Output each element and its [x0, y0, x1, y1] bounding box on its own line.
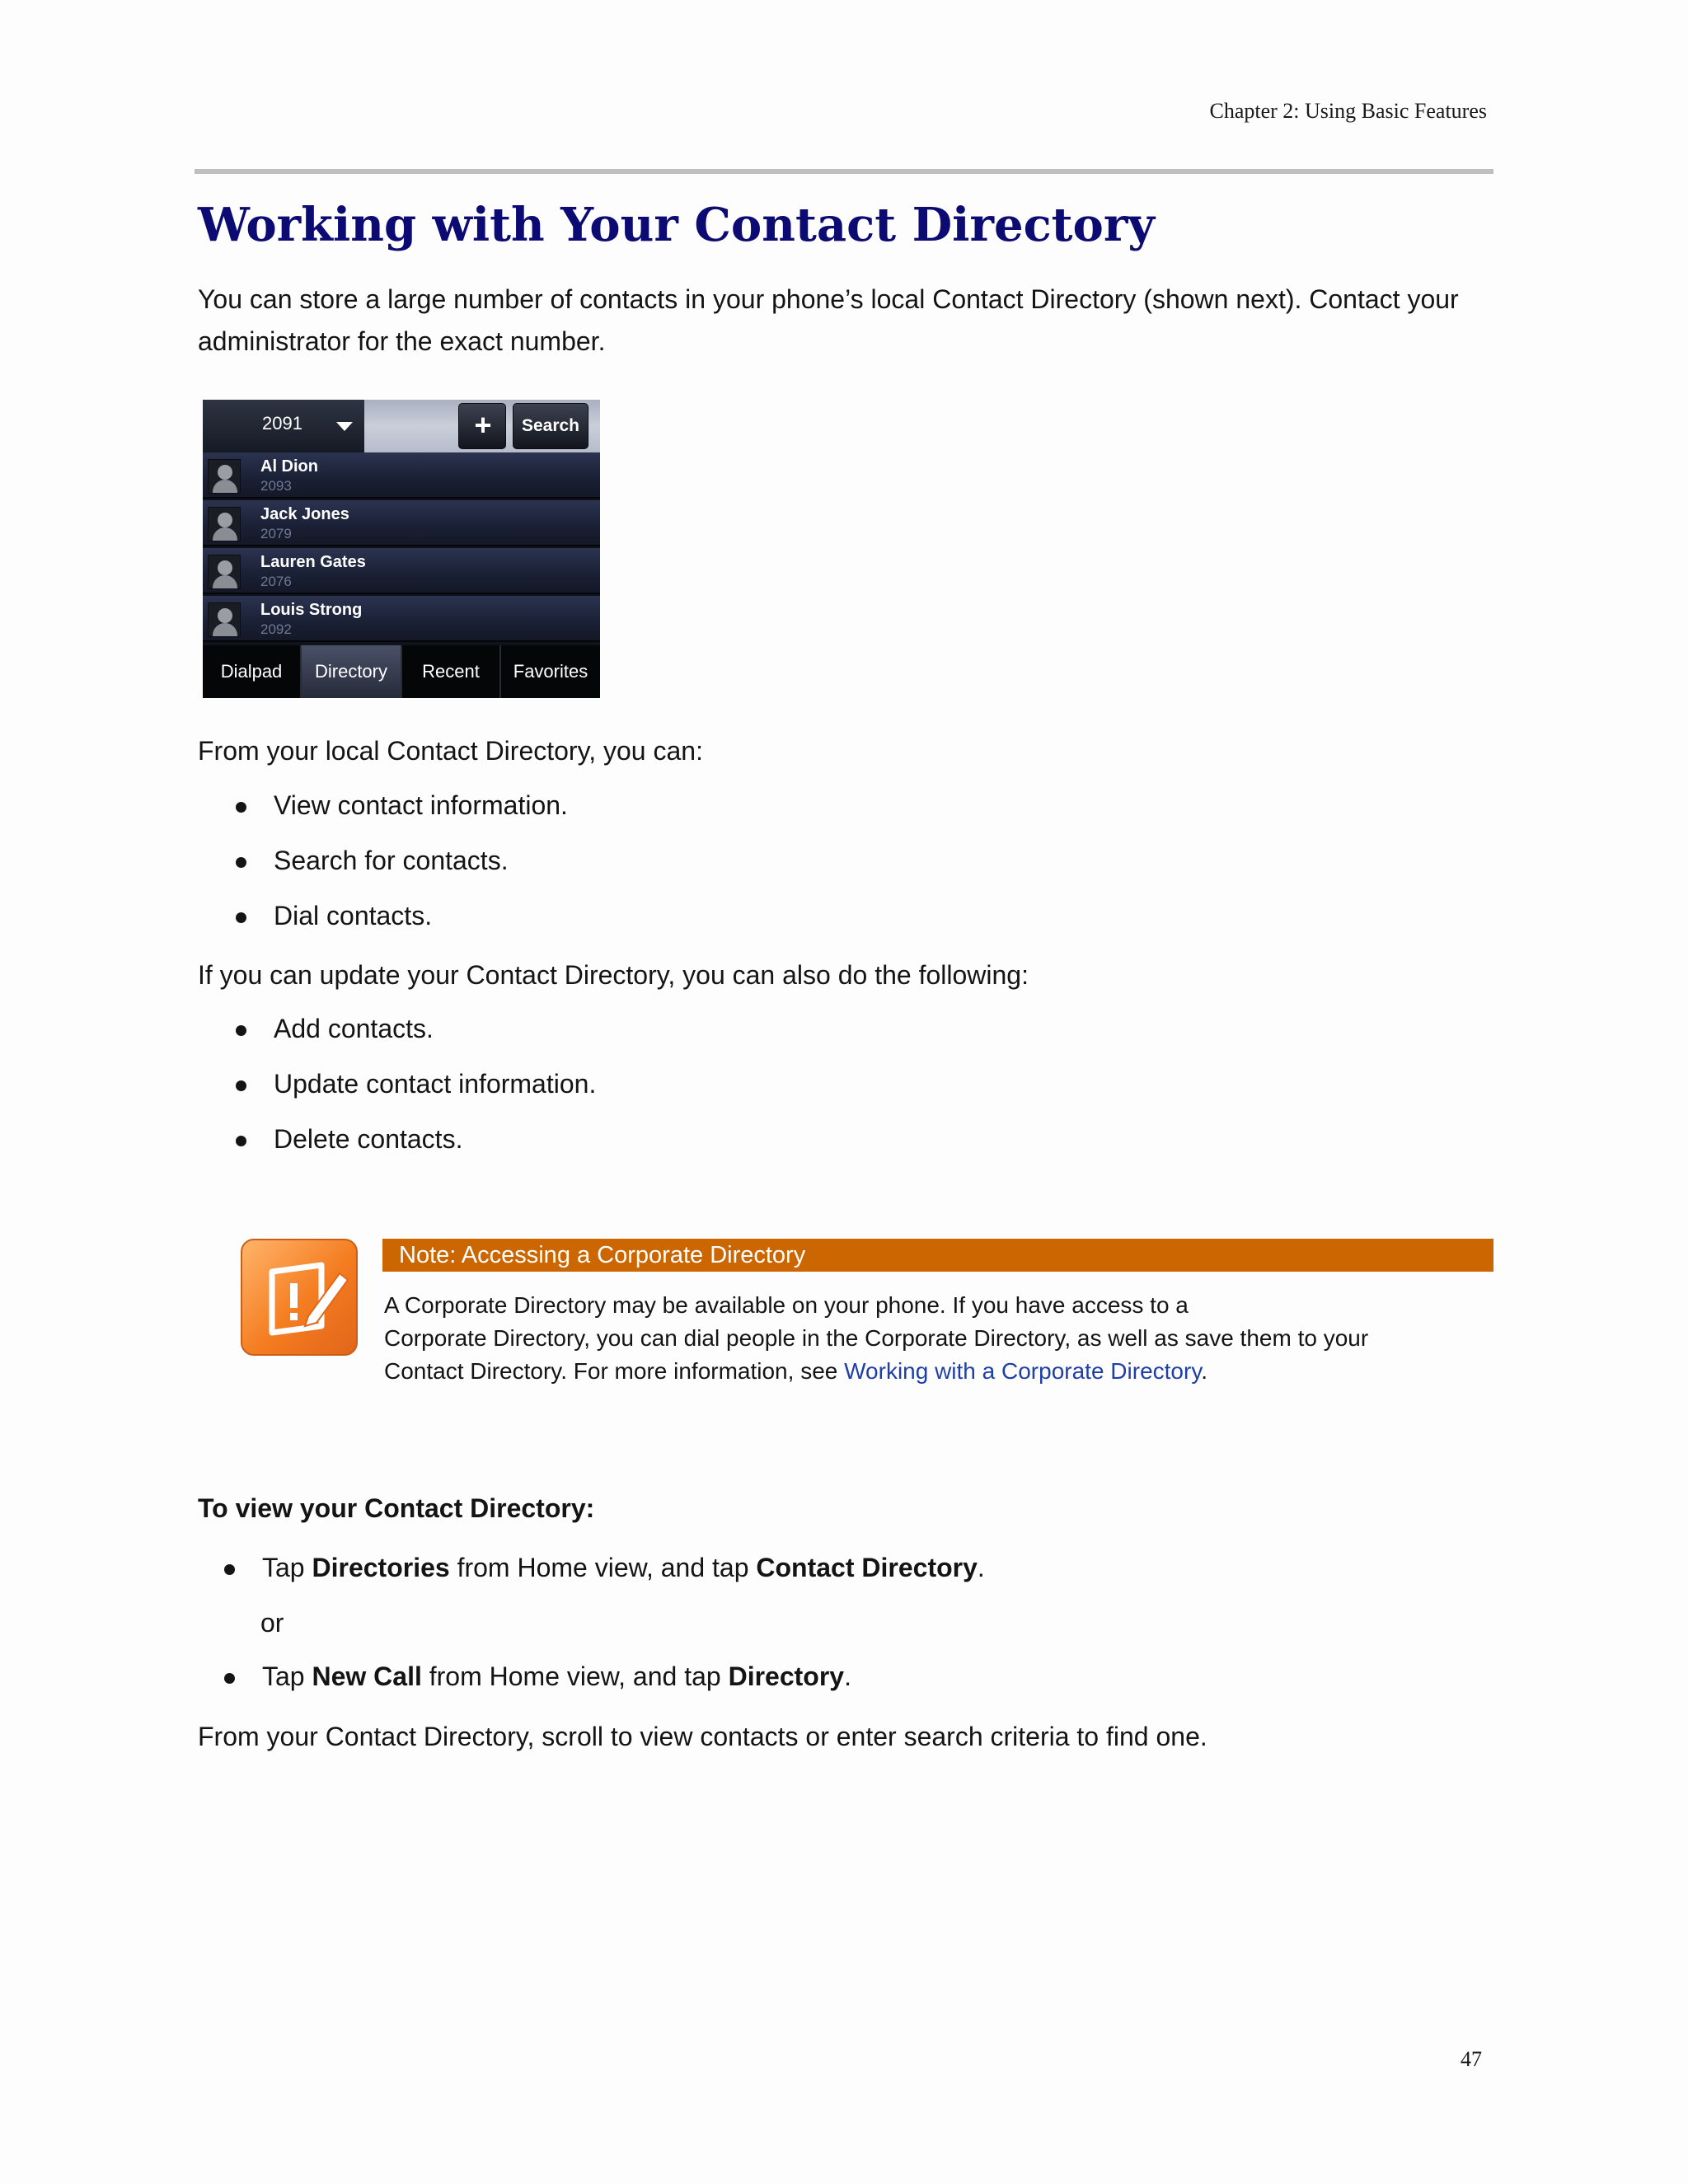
or-text: or [260, 1608, 284, 1638]
contact-row[interactable] [203, 548, 600, 594]
page-number: 47 [1461, 2047, 1482, 2071]
chevron-down-icon [336, 422, 353, 431]
contact-name: Jack Jones [260, 505, 349, 523]
intro-paragraph: You can store a large number of contacts in your phone’s local Contact Directory (shown next). Contact your administrator for the exact number. [198, 284, 1459, 356]
phone-screenshot [203, 400, 600, 698]
note-line: Contact Directory. For more information, see Working with a Corporate Directory. [384, 1358, 1208, 1384]
list-lead-text: If you can update your Contact Directory, you can also do the following: [198, 960, 1029, 990]
list-lead-text: From your local Contact Directory, you can: [198, 736, 703, 766]
search-button[interactable]: Search [513, 403, 588, 449]
avatar-icon [208, 459, 241, 494]
line-number: 2091 [262, 413, 302, 434]
contact-number: 2092 [260, 621, 292, 637]
phone-tab-bar [203, 645, 600, 698]
chapter-header: Chapter 2: Using Basic Features [1209, 99, 1487, 123]
note-body [384, 1289, 1489, 1388]
avatar-icon [208, 602, 241, 637]
corporate-directory-link[interactable]: Working with a Corporate Directory [844, 1358, 1202, 1384]
avatar-icon [208, 507, 241, 541]
note-line: A Corporate Directory may be available on your phone. If you have access to a [384, 1292, 1189, 1318]
tab-favorites[interactable]: Favorites [513, 661, 588, 682]
closing-paragraph: From your Contact Directory, scroll to view contacts or enter search criteria to find one. [198, 1722, 1207, 1751]
contact-number: 2079 [260, 526, 292, 541]
tab-recent[interactable]: Recent [402, 645, 501, 698]
line-selector[interactable] [203, 400, 364, 452]
note-title: Note: Accessing a Corporate Directory [399, 1242, 806, 1268]
procedure-heading: To view your Contact Directory: [198, 1493, 595, 1523]
contact-name: Louis Strong [260, 601, 363, 619]
contact-row[interactable] [203, 596, 600, 642]
contact-row[interactable] [203, 452, 600, 499]
plus-icon: + [474, 408, 492, 442]
note-icon [241, 1239, 358, 1356]
contact-number: 2093 [260, 478, 292, 494]
header-rule [195, 169, 1493, 174]
note-line: Corporate Directory, you can dial people in the Corporate Directory, as well as save them to your [384, 1325, 1369, 1351]
page-title: Working with Your Contact Directory [198, 198, 1155, 252]
contact-row[interactable] [203, 500, 600, 546]
avatar-icon [208, 555, 241, 589]
add-contact-button[interactable] [458, 403, 506, 449]
tab-dialpad[interactable]: Dialpad [203, 645, 302, 698]
tab-directory[interactable]: Directory [302, 645, 402, 698]
contact-name: Lauren Gates [260, 553, 366, 571]
note-title-bar [382, 1239, 1493, 1272]
contact-name: Al Dion [260, 457, 318, 476]
contact-number: 2076 [260, 574, 292, 589]
